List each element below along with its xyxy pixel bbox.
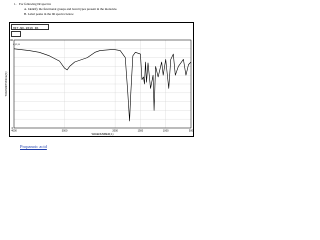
spectrum-id-box: HIT-NO.2019 IR — [11, 24, 49, 30]
x-tick-label: 1500 — [137, 129, 144, 133]
spectrum-line — [14, 49, 191, 121]
x-tick-label: 4000 — [11, 129, 17, 133]
question-intro: For following IR spectra: — [19, 2, 52, 6]
question-number: 1. — [14, 2, 17, 6]
spectrum-plot — [0, 0, 200, 153]
x-tick-label: 3000 — [61, 129, 68, 133]
x-axis-label: WAVENUMBER(-1) — [91, 133, 114, 136]
question-item-a: A. Identify the functional groups and bond types present in the molecule. — [24, 7, 118, 11]
y-tick-label: 100 — [8, 39, 13, 42]
y-axis-label: TRANSMITTANCE(%) — [5, 71, 8, 97]
x-tick-label: 1000 — [162, 129, 169, 133]
structure-label: C₃H₄O — [13, 43, 21, 46]
y-tick-label: 0 — [11, 127, 13, 130]
x-tick-label: 2000 — [112, 129, 118, 133]
question-item-b: B. Label peaks in the IR spectra below. — [24, 12, 74, 16]
x-tick-label: 500 — [188, 129, 194, 133]
answer-text: Propanoic acid — [20, 144, 47, 149]
